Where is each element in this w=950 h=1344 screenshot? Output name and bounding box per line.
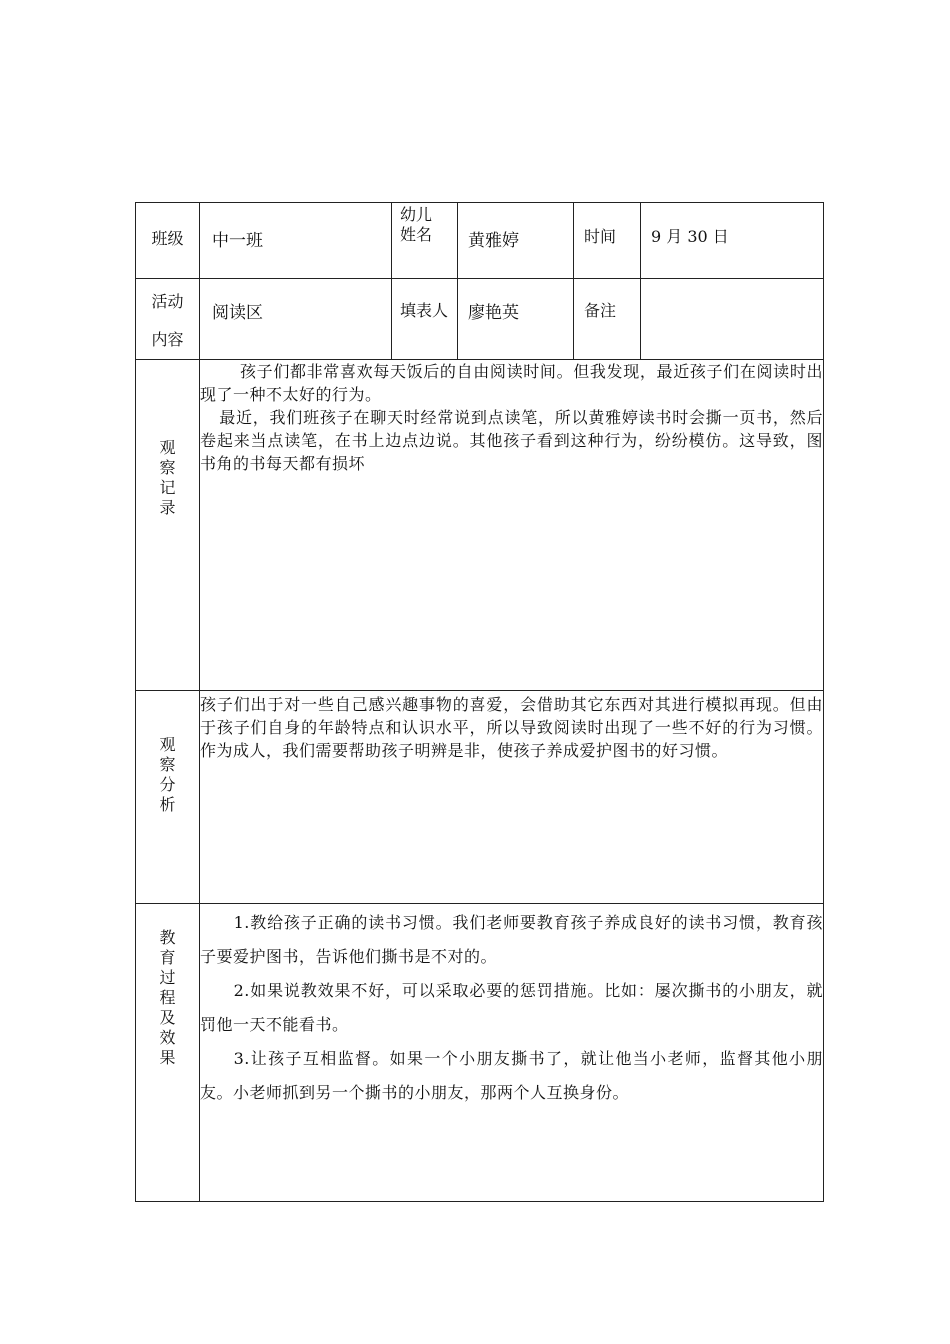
filler-value-cell xyxy=(458,279,574,360)
child-label: 幼儿姓名 xyxy=(400,205,433,244)
education-item-1: 1.教给孩子正确的读书习惯。我们老师要教育孩子养成良好的读书习惯，教育孩子要爱护图书，告诉他们撕书是不对的。 xyxy=(200,913,823,966)
time-label: 时间 xyxy=(584,227,617,246)
child-value: 黄雅婷 xyxy=(468,231,519,251)
observation-paragraph-2: 最近，我们班孩子在聊天时经常说到点读笔，所以黄雅婷读书时会撕一页书，然后卷起来当点读笔，在书上边点边说。其他孩子看到这种行为，纷纷模仿。这导致，图书角的书每天都有损坏 xyxy=(200,408,823,473)
note-value-cell xyxy=(641,279,824,360)
filler-label-cell xyxy=(392,279,458,360)
observation-content-cell xyxy=(200,360,824,691)
class-label: 班级 xyxy=(151,229,184,248)
education-label: 教育过程及效果 xyxy=(159,928,176,1067)
class-label-cell xyxy=(136,203,200,279)
time-value: 9 月 30 日 xyxy=(651,227,729,246)
education-label-cell xyxy=(136,904,200,1202)
analysis-label-cell xyxy=(136,691,200,904)
header-row-2 xyxy=(136,279,824,360)
filler-value: 廖艳英 xyxy=(468,303,519,323)
note-label: 备注 xyxy=(584,301,617,320)
time-label-cell xyxy=(574,203,641,279)
note-label-cell xyxy=(574,279,641,360)
analysis-row xyxy=(136,691,824,904)
class-value-cell xyxy=(200,203,392,279)
time-value-cell xyxy=(641,203,824,279)
activity-value-cell xyxy=(200,279,392,360)
observation-label: 观察记录 xyxy=(159,438,176,517)
child-label-cell xyxy=(392,203,458,279)
education-item-3: 3.让孩子互相监督。如果一个小朋友撕书了，就让他当小老师，监督其他小朋友。小老师抓到另一个撕书的小朋友，那两个人互换身份。 xyxy=(200,1049,823,1102)
observation-row xyxy=(136,360,824,691)
class-value: 中一班 xyxy=(212,231,263,251)
observation-record-table xyxy=(135,202,824,1202)
activity-label-cell xyxy=(136,279,200,360)
activity-label: 活动内容 xyxy=(151,292,184,349)
observation-paragraph-1: 孩子们都非常喜欢每天饭后的自由阅读时间。但我发现，最近孩子们在阅读时出现了一种不太好的行为。 xyxy=(200,362,823,404)
analysis-paragraph-1: 孩子们出于对一些自己感兴趣事物的喜爱，会借助其它东西对其进行模拟再现。但由于孩子们自身的年龄特点和认识水平，所以导致阅读时出现了一些不好的行为习惯。作为成人，我们需要帮助孩子明辨是非，使孩子养成爱护图书的好习惯。 xyxy=(200,695,823,760)
header-row-1 xyxy=(136,203,824,279)
child-value-cell xyxy=(458,203,574,279)
filler-label: 填表人 xyxy=(400,301,449,320)
education-row xyxy=(136,904,824,1202)
note-value xyxy=(641,279,823,299)
observation-label-cell xyxy=(136,360,200,691)
education-content-cell xyxy=(200,904,824,1202)
activity-value: 阅读区 xyxy=(212,303,263,323)
education-item-2: 2.如果说教效果不好，可以采取必要的惩罚措施。比如：屡次撕书的小朋友，就罚他一天不能看书。 xyxy=(200,981,823,1034)
analysis-label: 观察分析 xyxy=(159,735,176,814)
analysis-content-cell xyxy=(200,691,824,904)
